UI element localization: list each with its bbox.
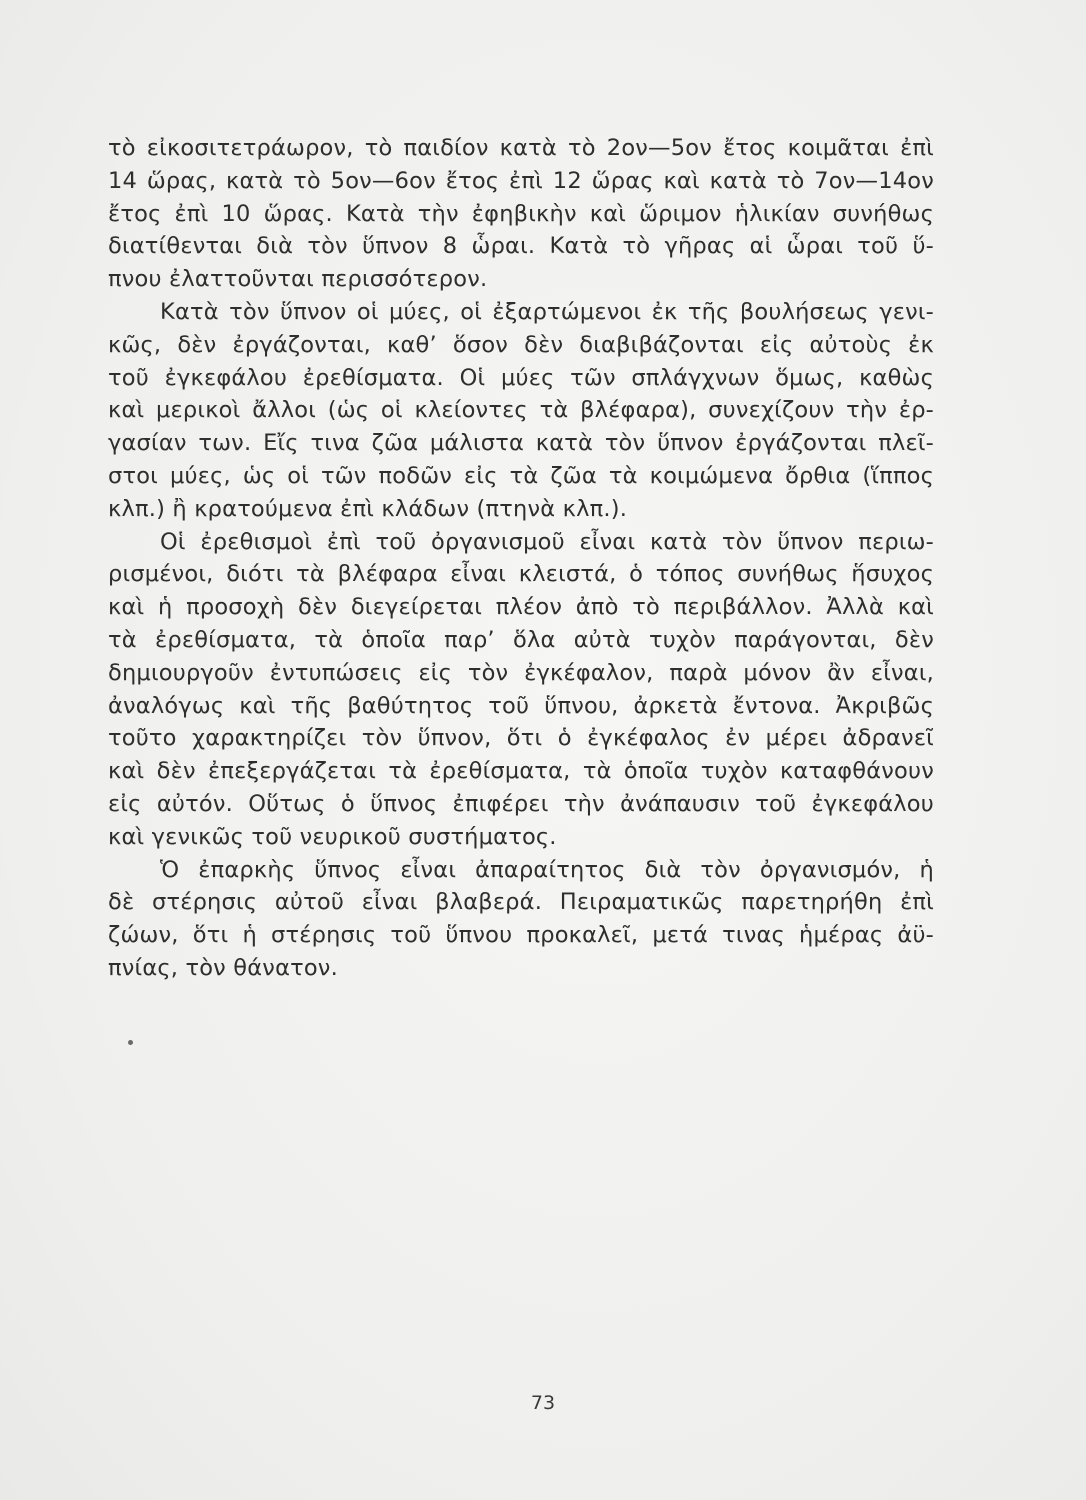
paragraph-3 (108, 526, 934, 854)
text-line: διατίθενται διὰ τὸν ὕπνον 8 ὧραι. Κατὰ τὸ γῆρας αἱ ὧραι τοῦ ὕ- (108, 233, 934, 260)
text-line: καὶ δὲν ἐπεξεργάζεται τὰ ἐρεθίσματα, τὰ ὁποῖα τυχὸν καταφθάνουν (108, 758, 934, 785)
text-line: Κατὰ τὸν ὕπνον οἱ μύες, οἱ ἐξαρτώμενοι ἐκ τῆς βουλήσεως γενι- (160, 298, 934, 325)
text-line: καὶ μερικοὶ ἄλλοι (ὡς οἱ κλείοντες τὰ βλέφαρα), συνεχίζουν τὴν ἐρ- (108, 397, 934, 424)
text-line: δὲ στέρησις αὐτοῦ εἶναι βλαβερά. Πειραματικῶς παρετηρήθη ἐπὶ (108, 889, 934, 916)
text-line: κλπ.) ἢ κρατούμενα ἐπὶ κλάδων (πτηνὰ κλπ.). (108, 495, 628, 522)
text-line: πνίας, τὸν θάνατον. (108, 954, 338, 981)
text-line: ἔτος ἐπὶ 10 ὥρας. Κατὰ τὴν ἐφηβικὴν καὶ ὥριμον ἡλικίαν συνήθως (108, 200, 934, 227)
text-line: τὸ εἰκοσιτετράωρον, τὸ παιδίον κατὰ τὸ 2ον—5ον ἔτος κοιμᾶται ἐπὶ (108, 135, 934, 161)
text-line: καὶ ἡ προσοχὴ δὲν διεγείρεται πλέον ἀπὸ τὸ περιβάλλον. Ἀλλὰ καὶ (108, 594, 934, 621)
text-line: γασίαν των. Εἴς τινα ζῶα μάλιστα κατὰ τὸν ὕπνον ἐργάζονται πλεῖ- (108, 430, 934, 457)
ink-dot (128, 1040, 133, 1045)
text-line: τοῦ ἐγκεφάλου ἐρεθίσματα. Οἱ μύες τῶν σπλάγχνων ὅμως, καθὼς (108, 364, 934, 391)
text-line: ἀναλόγως καὶ τῆς βαθύτητος τοῦ ὕπνου, ἀρκετὰ ἔντονα. Ἀκριβῶς (108, 692, 934, 719)
body-text (108, 132, 934, 985)
text-line: τὰ ἐρεθίσματα, τὰ ὁποῖα παρ’ ὅλα αὐτὰ τυχὸν παράγονται, δὲν (108, 626, 934, 653)
paragraph-1 (108, 132, 934, 296)
text-line: καὶ γενικῶς τοῦ νευρικοῦ συστήματος. (108, 823, 557, 850)
text-line: στοι μύες, ὡς οἱ τῶν ποδῶν εἰς τὰ ζῶα τὰ κοιμώμενα ὄρθια (ἵππος (108, 462, 934, 489)
text-line: εἰς αὐτόν. Οὕτως ὁ ὕπνος ἐπιφέρει τὴν ἀνάπαυσιν τοῦ ἐγκεφάλου (108, 790, 934, 817)
text-line: 14 ὥρας, κατὰ τὸ 5ον—6ον ἔτος ἐπὶ 12 ὥρας καὶ κατὰ τὸ 7ον—14ον (108, 167, 934, 194)
text-line: δημιουργοῦν ἐντυπώσεις εἰς τὸν ἐγκέφαλον, παρὰ μόνον ἂν εἶναι, (108, 659, 934, 686)
page-number: 73 (530, 1392, 556, 1414)
text-line: ρισμένοι, διότι τὰ βλέφαρα εἶναι κλειστά, ὁ τόπος συνήθως ἥσυχος (108, 561, 934, 588)
text-line: Οἱ ἐρεθισμοὶ ἐπὶ τοῦ ὀργανισμοῦ εἶναι κατὰ τὸν ὕπνον περιω- (160, 528, 934, 555)
text-line: κῶς, δὲν ἐργάζονται, καθ’ ὅσον δὲν διαβιβάζονται εἰς αὐτοὺς ἐκ (108, 331, 934, 358)
paragraph-2 (108, 296, 934, 526)
text-line: Ὁ ἐπαρκὴς ὕπνος εἶναι ἀπαραίτητος διὰ τὸν ὀργανισμόν, ἡ (160, 856, 934, 883)
text-line: ζώων, ὅτι ἡ στέρησις τοῦ ὕπνου προκαλεῖ, μετά τινας ἡμέρας ἀϋ- (108, 922, 934, 949)
text-line: πνου ἐλαττοῦνται περισσότερον. (108, 266, 488, 293)
paragraph-4 (108, 854, 934, 985)
text-line: τοῦτο χαρακτηρίζει τὸν ὕπνον, ὅτι ὁ ἐγκέφαλος ἐν μέρει ἀδρανεῖ (108, 725, 934, 752)
